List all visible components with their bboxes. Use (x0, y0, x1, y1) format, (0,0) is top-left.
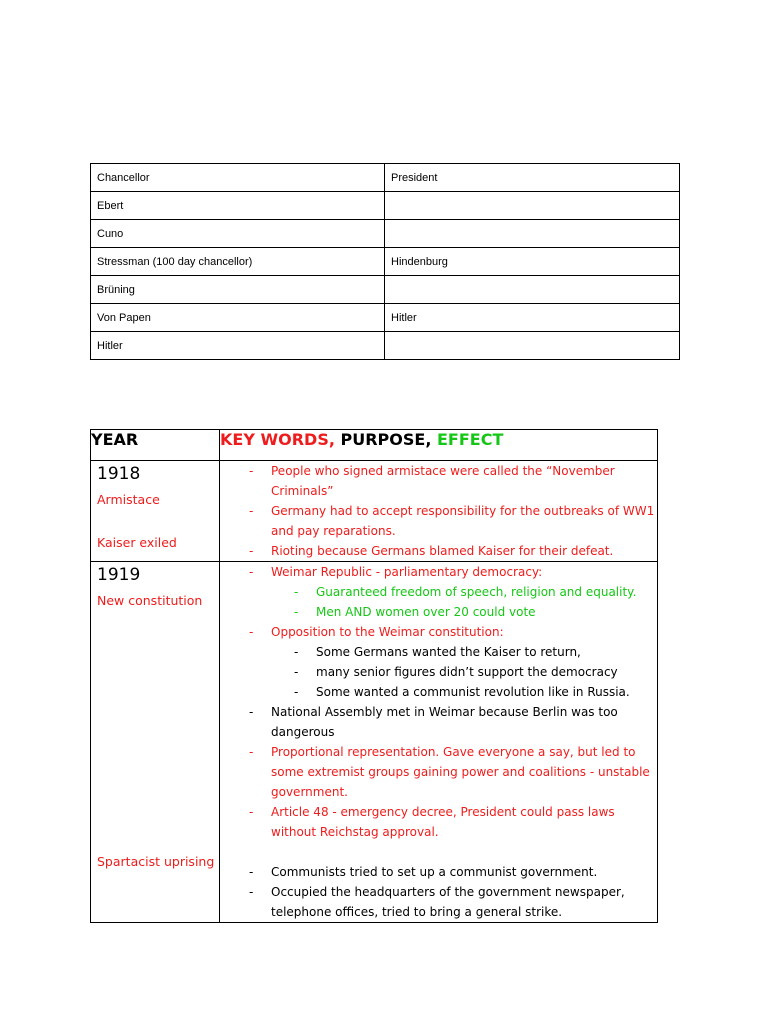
list-item: - National Assembly met in Weimar because Berlin was too dangerous (249, 705, 618, 739)
leaders-table (90, 163, 680, 360)
effect-label: EFFECT (431, 430, 504, 449)
bullet-text: many senior figures didn’t support the democracy (316, 665, 618, 679)
list-item: - Some Germans wanted the Kaiser to return, (294, 645, 581, 659)
event-label: Armistace (97, 492, 160, 507)
table-cell (385, 220, 680, 248)
bullets-cell (220, 562, 658, 923)
purpose-label: PURPOSE, (334, 430, 432, 449)
bullet-text: Weimar Republic - parliamentary democracy: (271, 565, 543, 579)
table-cell: Hitler (385, 304, 680, 332)
bullet-text: Article 48 - emergency decree, President could pass laws without Reichstag approval. (271, 805, 615, 839)
table-cell: Cuno (91, 220, 385, 248)
list-item: - People who signed armistace were called the “November Criminals” (249, 464, 615, 498)
timeline-row-1918 (91, 461, 658, 562)
event-label: New constitution (97, 593, 203, 608)
list-item: - Proportional representation. Gave everyone a say, but led to some extremist groups gaining power and coalitions - unstable government. (249, 745, 650, 799)
table-cell: Von Papen (91, 304, 385, 332)
list-item: - Opposition to the Weimar constitution: (249, 625, 504, 639)
key-words-header (220, 430, 658, 461)
bullet-text: Some wanted a communist revolution like in Russia. (316, 685, 630, 699)
bullet-text: Communists tried to set up a communist government. (271, 865, 598, 879)
bullet-text: Rioting because Germans blamed Kaiser for their defeat. (271, 544, 614, 558)
table-cell: Hindenburg (385, 248, 680, 276)
bullet-text: Guaranteed freedom of speech, religion and equality. (316, 585, 637, 599)
table-cell: Ebert (91, 192, 385, 220)
year-number: 1919 (97, 565, 141, 585)
spacer (220, 842, 657, 862)
table-cell: Hitler (91, 332, 385, 360)
list-item: - Men AND women over 20 could vote (294, 605, 536, 619)
list-item: - Article 48 - emergency decree, President could pass laws without Reichstag approval. (249, 805, 615, 839)
year-header: YEAR (91, 430, 220, 461)
bullet-text: Opposition to the Weimar constitution: (271, 625, 504, 639)
list-item: - Rioting because Germans blamed Kaiser for their defeat. (249, 544, 614, 558)
bullet-text: Occupied the headquarters of the government newspaper, telephone offices, tried to bring a general strike. (271, 885, 625, 919)
table-row (91, 276, 680, 304)
list-item: - Germany had to accept responsibility for the outbreaks of WW1 and pay reparations. (249, 504, 655, 538)
list-item: - Weimar Republic - parliamentary democracy: (249, 565, 543, 579)
list-item: - Communists tried to set up a communist government. (249, 865, 598, 879)
bullet-text: Proportional representation. Gave everyone a say, but led to some extremist groups gaining power and coalitions - unstable government. (271, 745, 650, 799)
table-cell: Brüning (91, 276, 385, 304)
table-row (91, 304, 680, 332)
table-cell (385, 332, 680, 360)
bullet-text: Men AND women over 20 could vote (316, 605, 536, 619)
year-cell (91, 461, 220, 562)
list-item: - Guaranteed freedom of speech, religion and equality. (294, 585, 637, 599)
year-cell (91, 562, 220, 923)
table-cell (385, 192, 680, 220)
list-item: - many senior figures didn’t support the democracy (294, 665, 618, 679)
bullet-list (220, 562, 657, 922)
table-cell (385, 276, 680, 304)
event-label: Spartacist uprising (97, 854, 215, 869)
year-number: 1918 (97, 464, 141, 484)
table-cell: President (385, 164, 680, 192)
key-words-label: KEY WORDS, (220, 430, 335, 449)
bullet-text: People who signed armistace were called the “November Criminals” (271, 464, 615, 498)
list-item: - Some wanted a communist revolution like in Russia. (294, 685, 630, 699)
bullets-cell (220, 461, 658, 562)
bullet-list (220, 461, 657, 561)
timeline-table (90, 429, 658, 923)
table-row (91, 192, 680, 220)
table-row (91, 332, 680, 360)
list-item: - Occupied the headquarters of the government newspaper, telephone offices, tried to bring a general strike. (249, 885, 625, 919)
table-cell: Stressman (100 day chancellor) (91, 248, 385, 276)
table-cell: Chancellor (91, 164, 385, 192)
bullet-text: National Assembly met in Weimar because Berlin was too dangerous (271, 705, 618, 739)
table-row (91, 220, 680, 248)
bullet-text: Germany had to accept responsibility for the outbreaks of WW1 and pay reparations. (271, 504, 655, 538)
table-row (91, 164, 680, 192)
timeline-row-1919 (91, 562, 658, 923)
event-label: Kaiser exiled (97, 535, 177, 550)
timeline-header-row (91, 430, 658, 461)
bullet-text: Some Germans wanted the Kaiser to return, (316, 645, 581, 659)
table-row (91, 248, 680, 276)
